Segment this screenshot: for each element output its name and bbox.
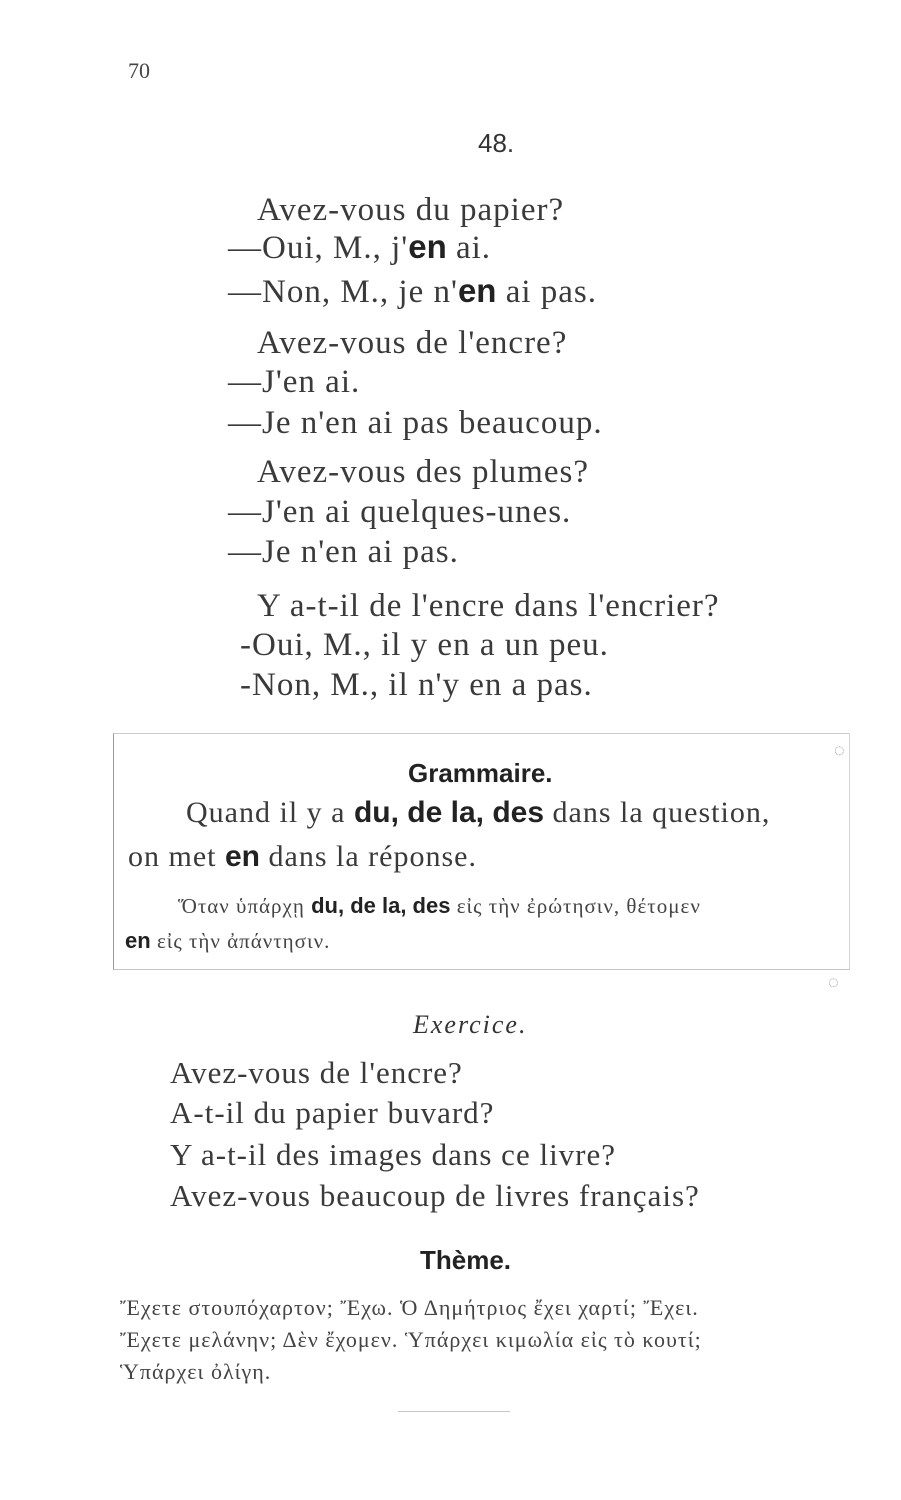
grammar-greek-line: Ὅταν ὑπάρχῃ du, de la, des εἰς τὴν ἐρώτησιν, θέτομεν: [178, 893, 701, 918]
grammar-rule-line: on met en dans la réponse.: [128, 840, 477, 873]
exercise-line: Y a-t-il des images dans ce livre?: [170, 1137, 617, 1172]
bottom-divider: [398, 1411, 510, 1412]
dialogue-line: Y a-t-il de l'encre dans l'encrier?: [257, 588, 720, 624]
grammar-rule-line: Quand il y a du, de la, des dans la question,: [186, 796, 771, 829]
dialogue-line: —Je n'en ai pas.: [228, 534, 459, 570]
theme-line: Ὑπάρχει ὀλίγη.: [120, 1359, 272, 1384]
dialogue-line: Avez-vous de l'encre?: [257, 325, 568, 361]
dialogue-line: —J'en ai quelques-unes.: [228, 494, 572, 530]
dialogue-line: -Oui, M., il y en a un peu.: [240, 627, 609, 663]
dialogue-line: —Oui, M., j'en ai.: [228, 228, 492, 266]
dialogue-line: Avez-vous du papier?: [257, 192, 565, 228]
dialogue-line: —Non, M., je n'en ai pas.: [228, 272, 598, 310]
corner-ornament-icon: ◌: [828, 972, 839, 992]
exercise-line: Avez-vous de l'encre?: [170, 1055, 463, 1090]
grammar-title: Grammaire.: [408, 758, 553, 788]
lesson-number: 48.: [478, 128, 515, 158]
dialogue-line: Avez-vous des plumes?: [257, 454, 589, 490]
dialogue-line: —Je n'en ai pas beaucoup.: [228, 405, 603, 441]
theme-title: Thème.: [420, 1245, 512, 1275]
dialogue-line: -Non, M., il n'y en a pas.: [240, 667, 593, 703]
theme-line: Ἔχετε στουπόχαρτον; Ἔχω. Ὁ Δημήτριος ἔχει χαρτί; Ἔχει.: [120, 1295, 699, 1320]
exercise-line: Avez-vous beaucoup de livres français?: [170, 1178, 700, 1213]
exercise-line: A-t-il du papier buvard?: [170, 1095, 495, 1130]
exercise-title: Exercice.: [413, 1010, 528, 1039]
grammar-greek-line: en εἰς τὴν ἀπάντησιν.: [125, 928, 331, 953]
corner-ornament-icon: ◌: [834, 740, 845, 760]
theme-line: Ἔχετε μελάνην; Δὲν ἔχομεν. Ὑπάρχει κιμωλία εἰς τὸ κουτί;: [120, 1327, 702, 1352]
dialogue-line: —J'en ai.: [228, 364, 361, 400]
page-number: 70: [128, 58, 150, 83]
